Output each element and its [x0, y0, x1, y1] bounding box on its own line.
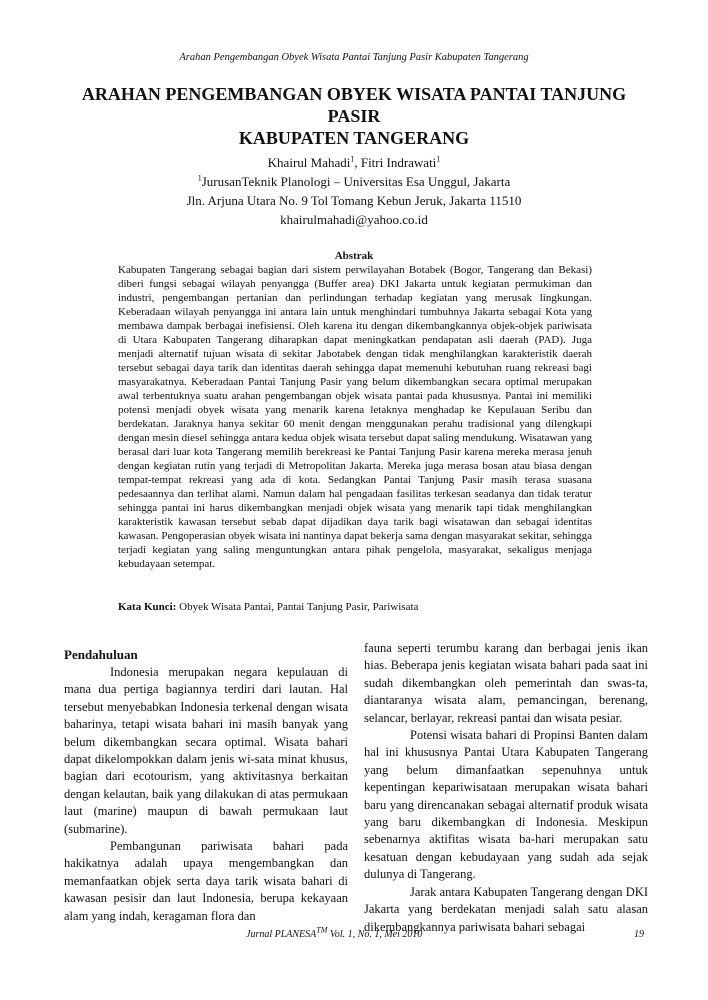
body-paragraph: Jarak antara Kabupaten Tangerang dengan DKI Jakarta yang berdekatan menjadi salah satu alasan dikembangkannya pariwisata bahari sebagai [364, 884, 648, 934]
affiliation-text: JurusanTeknik Planologi – Universitas Esa Unggul, Jakarta [201, 174, 511, 189]
author-2-affiliation-mark: 1 [436, 154, 441, 164]
keywords [118, 600, 598, 614]
author-separator: , [354, 155, 361, 170]
author-name-1: Khairul Mahadi [267, 155, 351, 170]
body-paragraph: Pembangunan pariwisata bahari pada hakikatnya adalah upaya mengembangkan dan memanfaatkan objek serta daya tarik wisata bahari di kawasan pesisir dan laut Indonesia, berupa kekayaan alam yang indah, keragaman flora dan [64, 839, 348, 923]
page-number: 19 [634, 929, 644, 940]
right-column [364, 640, 648, 936]
author-1-affiliation-mark: 1 [350, 154, 355, 164]
paper-title-line-1: ARAHAN PENGEMBANGAN OBYEK WISATA PANTAI TANJUNG PASIR [81, 84, 627, 126]
paper-title-line-2: KABUPATEN TANGERANG [238, 128, 470, 148]
journal-citation [246, 925, 423, 940]
author-block [0, 153, 708, 229]
affiliation-mark: 1 [197, 173, 202, 183]
abstract-heading: Abstrak [334, 250, 374, 262]
left-column [64, 640, 348, 925]
paper-title [70, 83, 638, 149]
email: khairulmahadi@yahoo.co.id [280, 212, 428, 227]
section-heading-pendahuluan: Pendahuluan [64, 647, 138, 662]
body-paragraph: Indonesia merupakan negara kepulauan di mana dua pertiga bagiannya terdiri dari lautan. Hal tersebut menyebabkan Indonesia terkenal dengan wisata baharinya, tetapi wisata bahari ini masih banyak yang belum dikembangkan secara optimal. Wisata bahari dapat dikelompokkan dalam jenis wi-sata minat khusus, bagian dari ecotourism, yang aktivitasnya berkaitan dengan kelautan, baik yang dilakukan di atas permukaan laut (marine) maupun di bawah permukaan laut (submarine). [64, 665, 348, 836]
keywords-value: Obyek Wisata Pantai, Pantai Tanjung Pasir, Pariwisata [176, 601, 419, 613]
body-paragraph: fauna seperti terumbu karang dan berbagai jenis ikan hias. Beberapa jenis kegiatan wisata bahari pada saat ini sudah dikembangkan oleh pemerintah dan swas-ta, diantaranya wisata alam, pemancingan, berenang, selancar, berlayar, rekreasi pantai dan wisata pesiar. [364, 641, 648, 725]
body-paragraph: Potensi wisata bahari di Propinsi Banten dalam hal ini khususnya Pantai Utara Kabupaten Tangerang yang belum dimanfaatkan sepenuhnya untuk kepentingan kepariwisataan merupakan wisata bahari baru yang direncanakan sebagai alternatif produk wisata yang baru dikembangkan di Indonesia. Meskipun sebenarnya aktifitas wisata ba-hari merupakan satu kesatuan dengan kebudayaan yang sudah ada sejak dulunya di Tangerang. [364, 728, 648, 882]
author-name-2: Fitri Indrawati [360, 155, 437, 170]
author-names [0, 153, 708, 172]
journal-volume: Vol. 1, No. 1, Mei 2010 [327, 929, 423, 940]
abstract-body: Kabupaten Tangerang sebagai bagian dari sistem perwilayahan Botabek (Bogor, Tangerang dan Bekasi) diberi fungsi sebagai wilayah penyangga (Buffer area) DKI Jakarta untuk kegiatan permukiman dan industri, pengembangan pertanian dan perlindungan terhadap kegiatan yang merusak lingkungan. Keberadaan wilayah penyangga ini antara lain untuk menghindari tumbuhnya Jakarta sebagai Kota yang membawa dampak berbagai inefisiensi. Oleh karena itu dengan dikembangkannya objek-objek pariwisata di Utara Kabupaten Tangerang diharapkan dapat meningkatkan pendapatan asli daerah (PAD). Juga menjadi alternatif tujuan wisata di sekitar Jabotabek dengan tidak menghilangkan karakteristik daerah tersebut sebagai daya tarik dan identitas daerah sehingga dapat memenuhi kebutuhan ruang rekreasi bagi masyarakatnya. Keberadaan Pantai Tanjung Pasir yang belum dikembangkan secara optimal merupakan awal terbentuknya suatu arahan pengembangan objek wisata pantai pada khususnya. Pantai ini memiliki potensi menjadi obyek wisata yang menarik karena letaknya menghadap ke Kepulauan Seribu dan berdekatan. Jaraknya hanya sekitar 60 menit dengan menggunakan perahu tradisional yang dilengkapi dengan mesin diesel sehingga antara kedua objek wisata tersebut dapat saling mendukung. Wisatawan yang berasal dari luar kota Tangerang memilih berekreasi ke Pantai Tanjung Pasir karena mereka merasa jenuh dengan kegiatan rutin yang terjadi di Metropolitan Jakarta. Mereka juga merasa bosan atau biasa dengan tempat-tempat rekreasi yang ada di kota. Sedangkan Pantai Tanjung Pasir masih terasa suasana pedesaannya dan terlihat alami. Namun dalam hal pengadaan fasilitas terkesan seadanya dan tidak teratur sehingga pantai ini harus dikembangkan menjadi objek wisata yang menarik tapi tidak menghilangkan karakteristik kawasan tersebut sebab dapat dijadikan daya tarik bagi wisatawan dan sebagai identitas kawasan. Pengoperasian obyek wisata ini nantinya dapat bekerja sama dengan masyarakat sekitar, sehingga terjadi kegiatan yang saling menguntungkan antara pihak pengelola, masyarakat, sekaligus menjaga kebudayaan setempat. [118, 264, 592, 570]
journal-name: Jurnal PLANESA [246, 929, 317, 940]
affiliation [0, 172, 708, 191]
running-head: Arahan Pengembangan Obyek Wisata Pantai Tanjung Pasir Kabupaten Tangerang [179, 52, 529, 63]
address: Jln. Arjuna Utara No. 9 Tol Tomang Kebun Jeruk, Jakarta 11510 [186, 193, 522, 208]
trademark-mark: TM [316, 925, 328, 935]
keywords-label: Kata Kunci: [118, 601, 177, 613]
